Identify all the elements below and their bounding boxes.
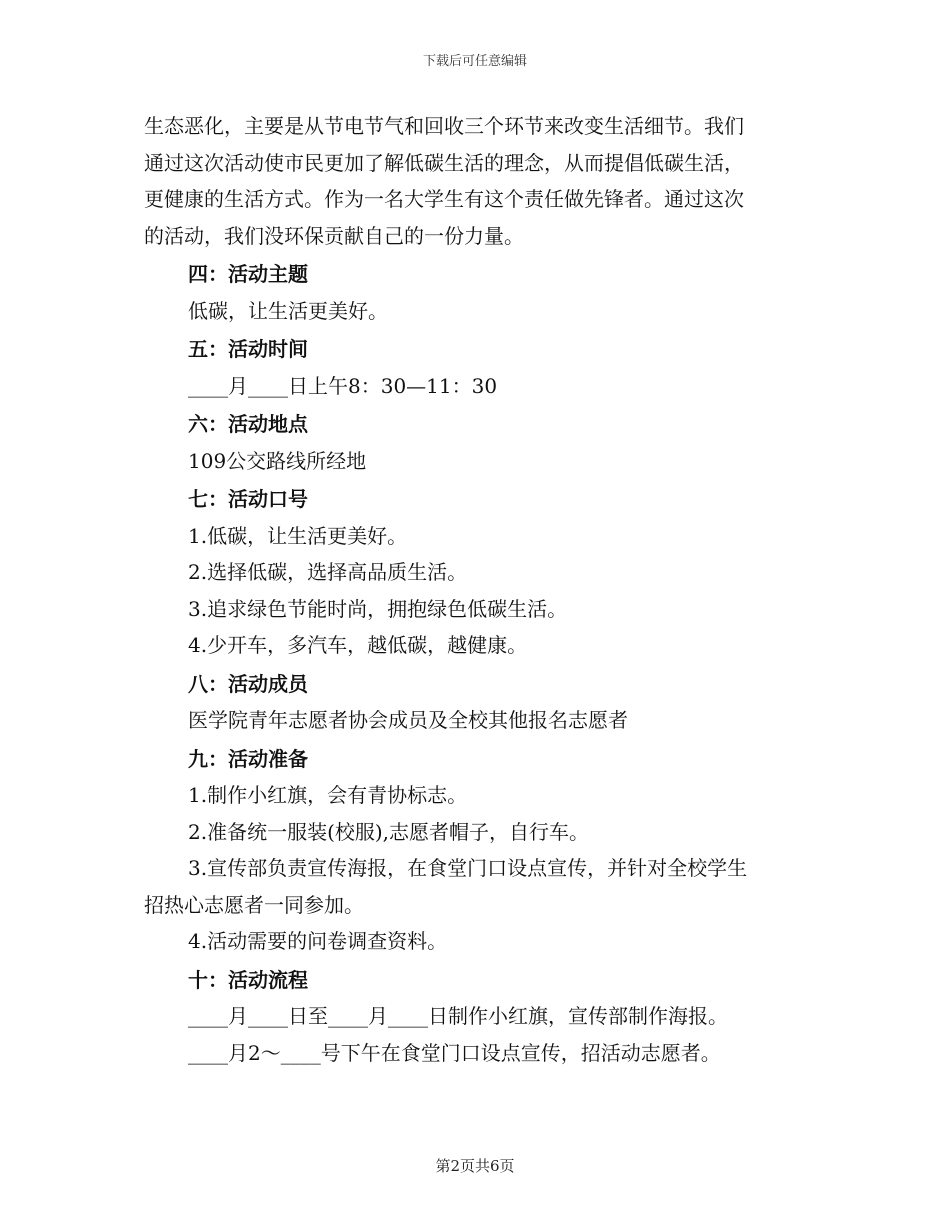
prep-line: 3.宣传部负责宣传海报，在食堂门口设点宣传，并针对全校学生 [188, 856, 748, 880]
prep-line: 2.准备统一服装(校服),志愿者帽子，自行车。 [188, 819, 590, 844]
intro-line: 的活动，我们没环保贡献自己的一份力量。 [144, 223, 524, 248]
page-number-footer: 第2页共6页 [435, 1157, 515, 1175]
theme-line: 低碳，让生活更美好。 [188, 298, 388, 323]
slogan-line: 1.低碳，让生活更美好。 [188, 523, 408, 548]
flow-line: ____月____日至____月____日制作小红旗，宣传部制作海报。 [188, 1004, 728, 1028]
prep-line: 4.活动需要的问卷调查资料。 [188, 929, 448, 953]
prep-line: 1.制作小红旗，会有青协标志。 [188, 783, 468, 807]
section-heading-theme: 四：活动主题 [188, 262, 308, 286]
section-heading-time: 五：活动时间 [188, 337, 308, 361]
section-heading-place: 六：活动地点 [188, 412, 308, 436]
intro-line: 更健康的生活方式。作为一名大学生有这个责任做先锋者。通过这次 [144, 187, 744, 211]
flow-line: ____月2～____号下午在食堂门口设点宣传，招活动志愿者。 [188, 1040, 721, 1065]
slogan-line: 4.少开车，多汽车，越低碳，越健康。 [188, 633, 528, 657]
section-heading-slogan: 七：活动口号 [188, 487, 308, 511]
members-line: 医学院青年志愿者协会成员及全校其他报名志愿者 [188, 708, 628, 732]
page-header: 下载后可任意编辑 [422, 54, 527, 69]
slogan-line: 3.追求绿色节能时尚，拥抱绿色低碳生活。 [188, 596, 568, 621]
prep-line-continued: 招热心志愿者一同参加。 [144, 892, 364, 917]
section-heading-flow: 十：活动流程 [188, 967, 308, 992]
intro-line: 生态恶化，主要是从节电节气和回收三个环节来改变生活细节。我们 [144, 114, 744, 138]
intro-line: 通过这次活动使市民更加了解低碳生活的理念，从而提倡低碳生活， [144, 150, 744, 175]
slogan-line: 2.选择低碳，选择高品质生活。 [188, 560, 468, 584]
place-line: 109公交路线所经地 [188, 448, 367, 473]
section-heading-members: 八：活动成员 [188, 671, 308, 696]
time-line: ____月____日上午8：30—11：30 [188, 373, 498, 398]
section-heading-prep: 九：活动准备 [188, 746, 308, 771]
document-body [144, 108, 804, 1071]
